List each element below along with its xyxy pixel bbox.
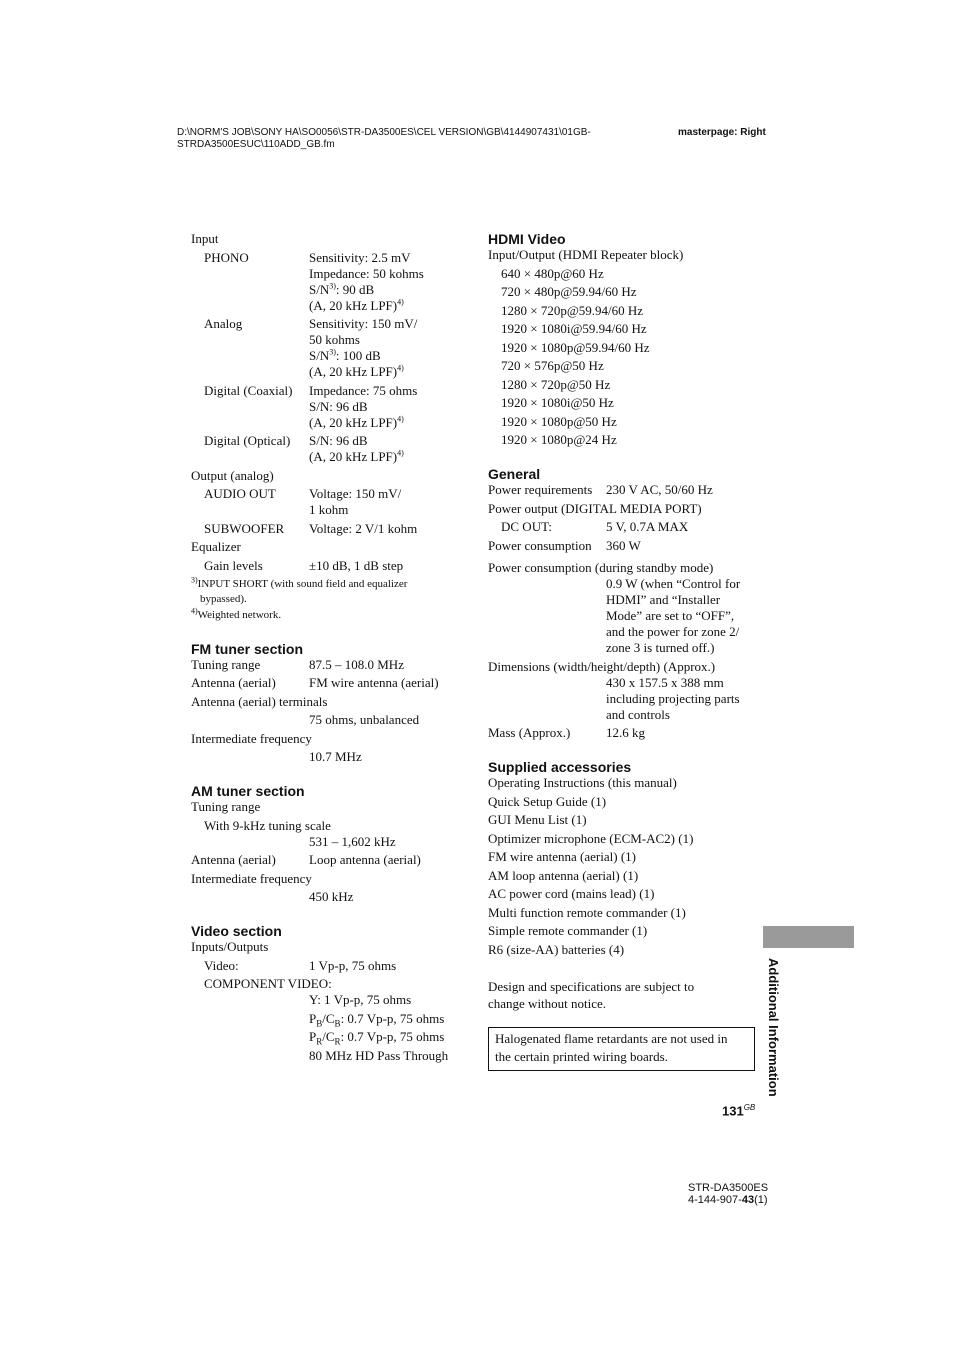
spec-row-analog	[191, 316, 461, 380]
hdmi-format-list	[488, 266, 758, 449]
coax-sn: S/N: 96 dB	[309, 398, 368, 414]
section-title-am: AM tuner section	[191, 783, 305, 799]
spec-label: Mass (Approx.)	[488, 725, 571, 740]
section-title-general: General	[488, 466, 541, 482]
spec-value: 12.6 kg	[606, 725, 645, 740]
accessory-item: Simple remote commander (1)	[488, 923, 648, 938]
standby-line: zone 3 is turned off.)	[606, 639, 715, 655]
accessory-item: Multi function remote commander (1)	[488, 904, 686, 920]
component-values	[191, 992, 461, 1064]
file-path	[177, 127, 591, 151]
section-title-fm: FM tuner section	[191, 640, 304, 657]
section-tab-label	[766, 958, 781, 1097]
spec-row-dcout	[488, 519, 758, 535]
spec-label: Video:	[204, 957, 239, 973]
design-note-line: change without notice.	[488, 995, 607, 1011]
phono-impedance: Impedance: 50 kohms	[309, 265, 424, 281]
section-tab-bar	[763, 926, 854, 948]
design-note	[488, 978, 758, 1012]
section-tab-line1: Additional	[766, 958, 781, 1022]
phono-sn: $S/N^{3)}$: 90 dB	[309, 281, 375, 297]
dims-line: 430 x 157.5 x 388 mm	[606, 674, 724, 690]
spec-label: Analog	[204, 316, 243, 331]
fm-terminals-label: Antenna (aerial) terminals	[191, 693, 328, 709]
section-title-video: Video section	[191, 923, 282, 939]
spec-row-fm-antenna	[191, 675, 461, 691]
spec-row-gain	[191, 558, 461, 574]
footer-code: 4-144-907-43(1)	[688, 1194, 768, 1206]
design-note-line: Design and specifications are subject to	[488, 978, 695, 994]
spec-value	[309, 383, 461, 431]
standby-line: HDMI” and “Installer	[606, 591, 721, 607]
footnote-3: $^{3)}$INPUT SHORT (with sound field and equalizer bypassed).	[191, 574, 408, 605]
component-pb: $P_B/C_B$: 0.7 Vp-p, 75 ohms	[309, 1010, 445, 1029]
spec-label: PHONO	[204, 249, 249, 265]
phono-lpf: (A, 20 kHz LPF)$^{4)}$	[309, 297, 404, 313]
video-io-label: Inputs/Outputs	[191, 939, 269, 954]
spec-row-phono	[191, 250, 461, 314]
component-y: Y: 1 Vp-p, 75 ohms	[309, 992, 412, 1007]
hdmi-io-label: Input/Output (HDMI Repeater block)	[488, 247, 684, 262]
spec-value: 360 W	[606, 537, 641, 553]
spec-label: Tuning range	[191, 656, 261, 672]
accessories-list	[488, 775, 758, 958]
component-hd: 80 MHz HD Pass Through	[309, 1047, 449, 1063]
hdmi-format-item: 1920 × 1080p@50 Hz	[501, 413, 617, 429]
dims-label: Dimensions (width/height/depth) (Approx.)	[488, 658, 716, 674]
audio-out-kohm: 1 kohm	[309, 502, 349, 517]
spec-label: Antenna (aerial)	[191, 852, 276, 867]
spec-value	[309, 250, 461, 314]
spec-label: SUBWOOFER	[204, 520, 285, 536]
spec-value: ±10 dB, 1 dB step	[309, 557, 404, 573]
accessory-item: AM loop antenna (aerial) (1)	[488, 867, 639, 883]
spec-value	[309, 433, 461, 465]
am-if-label: Intermediate frequency	[191, 870, 312, 886]
right-column	[488, 231, 758, 1012]
spec-label: AUDIO OUT	[204, 486, 276, 501]
hdmi-format-item: 720 × 576p@50 Hz	[501, 358, 604, 373]
phono-sensitivity: Sensitivity: 2.5 mV	[309, 249, 411, 265]
hdmi-format-item: 640 × 480p@60 Hz	[501, 265, 604, 281]
spec-row-power-cons	[488, 538, 758, 554]
spec-label: DC OUT:	[501, 519, 552, 534]
spec-value: 5 V, 0.7A MAX	[606, 519, 689, 534]
halogen-notice-line: the certain printed wiring boards.	[495, 1049, 668, 1064]
footnote-4: $^{4)}$Weighted network.	[191, 605, 282, 621]
power-out-label: Power output (DIGITAL MEDIA PORT)	[488, 500, 702, 516]
dims-line: including projecting parts	[606, 690, 740, 706]
spec-row-fm-tuning	[191, 657, 461, 673]
hdmi-format-item: 1280 × 720p@50 Hz	[501, 376, 611, 392]
accessory-item: Optimizer microphone (ECM-AC2) (1)	[488, 830, 694, 846]
standby-line: Mode” are set to “OFF”,	[606, 607, 735, 623]
file-path-line2: STRDA3500ESUC\110ADD_GB.fm	[177, 139, 335, 150]
standby-line: and the power for zone 2/	[606, 623, 740, 639]
spec-label: Antenna (aerial)	[191, 675, 276, 690]
section-title-accessories: Supplied accessories	[488, 759, 632, 775]
spec-row-video	[191, 958, 461, 974]
spec-row-optical	[191, 433, 461, 465]
accessory-item: R6 (size-AA) batteries (4)	[488, 941, 625, 957]
component-label: COMPONENT VIDEO:	[204, 976, 332, 991]
spec-row-audio-out	[191, 486, 461, 518]
spec-value: 1 Vp-p, 75 ohms	[309, 957, 397, 973]
am-scale-value: 531 – 1,602 kHz	[309, 833, 396, 849]
accessory-item: FM wire antenna (aerial) (1)	[488, 849, 636, 864]
dims-line: and controls	[606, 706, 670, 722]
optical-lpf: (A, 20 kHz LPF)$^{4)}$	[309, 448, 404, 464]
spec-value: Voltage: 2 V/1 kohm	[309, 520, 418, 536]
section-title-hdmi: HDMI Video	[488, 231, 566, 247]
spec-row-am-antenna	[191, 852, 461, 868]
halogen-notice-line: Halogenated flame retardants are not used in	[495, 1031, 728, 1046]
hdmi-format-item: 720 × 480p@59.94/60 Hz	[501, 284, 637, 299]
file-path-line1: D:\NORM'S JOB\SONY HA\SO0056\STR-DA3500ES\CEL VERSION\GB\4144907431\01GB-	[177, 127, 591, 138]
hdmi-format-item: 1920 × 1080p@24 Hz	[501, 432, 617, 447]
spec-row-mass	[488, 725, 758, 741]
accessory-item: AC power cord (mains lead) (1)	[488, 886, 655, 901]
accessory-item: Operating Instructions (this manual)	[488, 775, 677, 790]
halogen-notice	[488, 1027, 755, 1071]
accessory-item: GUI Menu List (1)	[488, 812, 587, 827]
standby-label: Power consumption (during standby mode)	[488, 559, 714, 575]
accessory-item: Quick Setup Guide (1)	[488, 793, 607, 809]
spec-row-coaxial	[191, 383, 461, 431]
spec-value: Loop antenna (aerial)	[309, 852, 421, 867]
standby-line: 0.9 W (when “Control for	[606, 575, 741, 591]
spec-label: Power requirements	[488, 482, 593, 497]
masterpage-label: masterpage: Right	[678, 127, 766, 138]
hdmi-format-item: 1920 × 1080p@59.94/60 Hz	[501, 339, 650, 355]
spec-label: Digital (Optical)	[204, 433, 291, 448]
spec-value: 87.5 – 108.0 MHz	[309, 656, 404, 672]
spec-value	[309, 316, 461, 380]
hdmi-format-item: 1280 × 720p@59.94/60 Hz	[501, 302, 644, 318]
hdmi-format-item: 1920 × 1080i@50 Hz	[501, 395, 614, 410]
left-column	[191, 231, 461, 1064]
spec-value: FM wire antenna (aerial)	[309, 675, 439, 690]
am-scale-label: With 9-kHz tuning scale	[204, 817, 331, 833]
spec-row-subwoofer	[191, 521, 461, 537]
fm-terminals-value: 75 ohms, unbalanced	[309, 712, 420, 727]
spec-label: Digital (Coaxial)	[204, 382, 293, 398]
am-if-value: 450 kHz	[309, 889, 354, 904]
analog-kohms: 50 kohms	[309, 332, 360, 347]
hdmi-format-item: 1920 × 1080i@59.94/60 Hz	[501, 321, 647, 336]
component-pr: $P_R/C_R$: 0.7 Vp-p, 75 ohms	[309, 1029, 445, 1047]
input-label: Input	[191, 231, 219, 246]
page-number-value: 131	[722, 1103, 744, 1119]
footer-model	[688, 1182, 768, 1206]
analog-sensitivity: Sensitivity: 150 mV/	[309, 316, 418, 331]
fm-if-value: 10.7 MHz	[309, 749, 362, 764]
audio-out-voltage: Voltage: 150 mV/	[309, 486, 402, 501]
coax-impedance: Impedance: 75 ohms	[309, 382, 418, 398]
page-number-suffix: GB	[743, 1103, 756, 1112]
output-label: Output (analog)	[191, 467, 274, 483]
spec-value: 230 V AC, 50/60 Hz	[606, 482, 713, 497]
spec-label: Gain levels	[204, 557, 263, 573]
spec-label: Power consumption	[488, 537, 592, 553]
equalizer-label: Equalizer	[191, 539, 241, 554]
coax-lpf: (A, 20 kHz LPF)$^{4)}$	[309, 414, 404, 430]
optical-sn: S/N: 96 dB	[309, 433, 368, 448]
footer-model-name: STR-DA3500ES	[688, 1182, 769, 1194]
spec-value	[309, 486, 461, 518]
analog-sn: $S/N^{3)}$: 100 dB	[309, 347, 381, 363]
spec-row-power-req	[488, 482, 758, 498]
analog-lpf: (A, 20 kHz LPF)$^{4)}$	[309, 363, 404, 379]
dims-value	[488, 675, 758, 723]
page-number	[722, 1103, 755, 1118]
am-tuning-label: Tuning range	[191, 799, 261, 814]
fm-if-label: Intermediate frequency	[191, 730, 312, 746]
section-tab-line2: Information	[766, 1025, 781, 1097]
standby-value	[488, 576, 758, 656]
